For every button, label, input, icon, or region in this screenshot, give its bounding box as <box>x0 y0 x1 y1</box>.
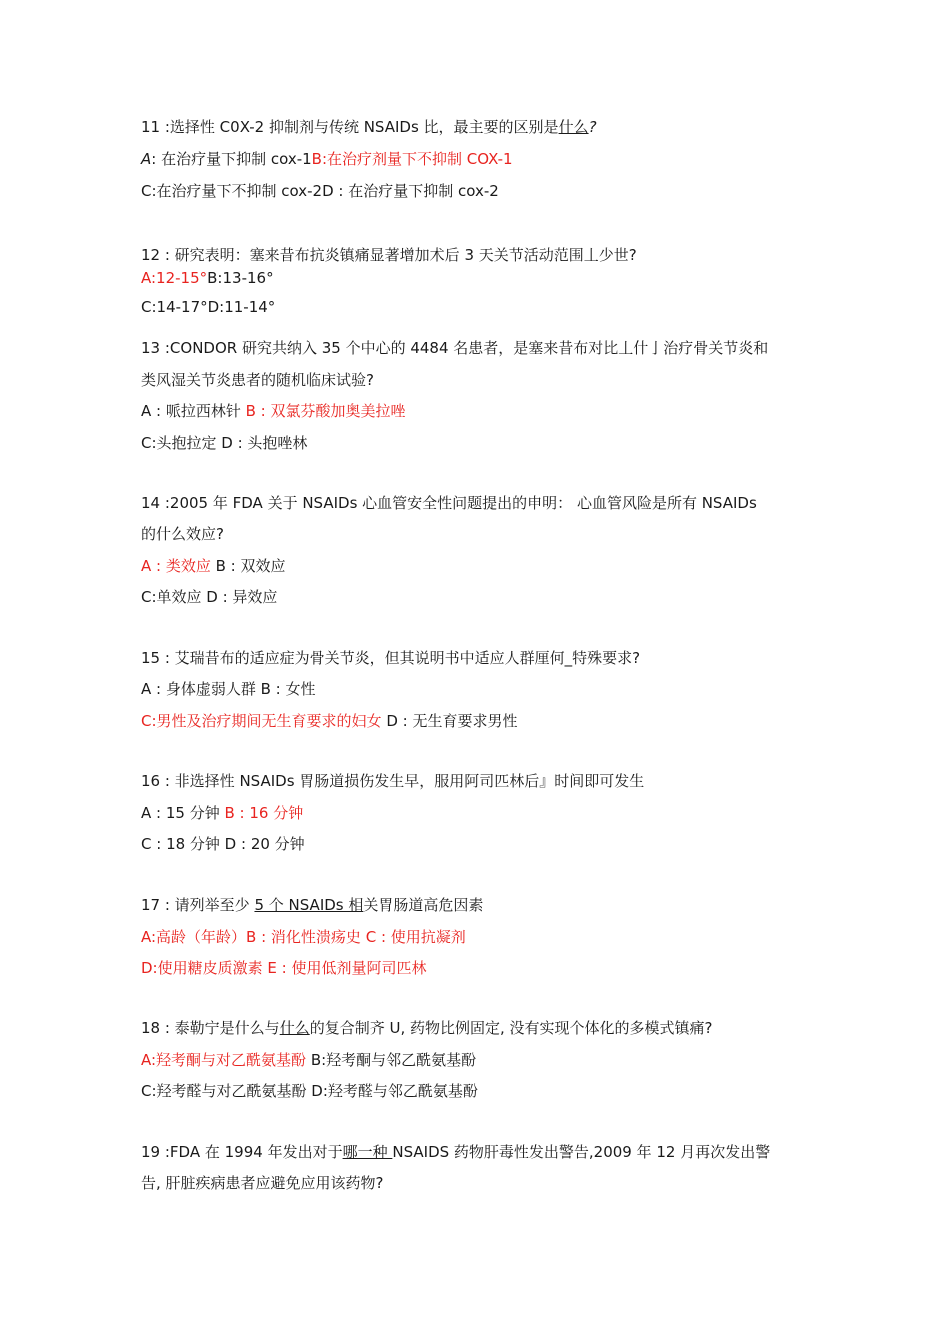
question-13-stem-line2: 类风湿关节炎患者的随机临床试验? <box>141 371 374 389</box>
q17-stem-text: 17 : 请列举至少 <box>141 896 255 914</box>
question-15-options-cd <box>141 711 517 731</box>
question-18-options-ab <box>141 1050 476 1070</box>
question-13-stem-line1: 13 :CONDOR 研究共纳入 35 个中心的 4484 名患者，是塞来昔布对比丄什亅治疗骨关节炎和 <box>141 339 769 357</box>
question-13-options-ab <box>141 401 406 421</box>
q16-option-a: A : 15 分钟 <box>141 804 225 822</box>
q19-stem-text: 19 :FDA 在 1994 年发出对于 <box>141 1143 343 1161</box>
question-14-stem-line1: 14 :2005 年 FDA 关于 NSAIDs 心血管安全性问题提出的申明： 心血管风险是所有 NSAIDs <box>141 494 757 512</box>
question-16-stem: 16 : 非选择性 NSAIDs 胃肠道损伤发生早，服用阿司匹林后』时间即可发生 <box>141 772 645 790</box>
question-16-options-cd: C : 18 分钟 D : 20 分钟 <box>141 835 305 853</box>
q17-stem-end: 关胃肠道高危因素 <box>363 896 484 914</box>
q13-option-b-answer: B : 双氯芬酸加奥美拉唑 <box>245 402 406 420</box>
question-18-stem <box>141 1018 713 1038</box>
question-11-options-ab <box>141 149 513 169</box>
question-14-options-ab <box>141 556 286 576</box>
question-17-answers-de: D:使用糖皮质激素 E : 使用低剂量阿司匹林 <box>141 959 427 977</box>
q11-option-b-answer: B:在治疗剂量下不抑制 COX-1 <box>311 150 513 168</box>
question-17-answers-abc: A:高龄（年龄）B : 消化性溃疡史 C : 使用抗凝剂 <box>141 928 466 946</box>
question-11-stem <box>141 117 597 137</box>
q18-option-b: B:羟考酮与邻乙酰氨基酚 <box>310 1051 477 1069</box>
q16-option-b-answer: B : 16 分钟 <box>224 804 304 822</box>
question-16-options-ab <box>141 803 303 823</box>
q19-stem-underlined: 哪一种 <box>342 1143 393 1161</box>
q11-option-a: : 在治疗量下抑制 cox-1 <box>151 150 312 168</box>
q12-option-a-answer: A:12-15° <box>141 269 208 287</box>
question-12-options-cd: C:14-17°D:11-14° <box>141 298 276 316</box>
q11-stem-text: 11 :选择性 C0X-2 抑制剂与传统 NSAIDs 比，最主要的区别是 <box>141 118 559 136</box>
q11-option-a-letter: A <box>141 150 152 168</box>
question-14-stem-line2: 的什么效应? <box>141 525 224 543</box>
question-11-options-cd: C:在治疗量下不抑制 cox-2D : 在治疗量下抑制 cox-2 <box>141 182 499 200</box>
question-19-stem-line2: 告, 肝脏疾病患者应避免应用该药物? <box>141 1174 384 1192</box>
q18-stem-underlined: 什么 <box>279 1019 310 1037</box>
question-13-options-cd: C:头抱拉定 D : 头抱唑林 <box>141 434 308 452</box>
q15-option-c-answer: C:男性及治疗期间无生育要求的妇女 <box>141 712 387 730</box>
question-14-options-cd: C:单效应 D : 异效应 <box>141 588 278 606</box>
q18-option-a-answer: A:羟考酮与对乙酰氨基酚 <box>141 1051 311 1069</box>
question-12-options-ab <box>141 268 274 288</box>
q11-stem-underlined: 什么 <box>558 118 589 136</box>
q11-stem-end: ? <box>588 118 597 136</box>
q17-stem-underlined: 5 个 NSAIDs 相 <box>254 896 364 914</box>
q18-stem-text: 18 : 泰勒宁是什么与 <box>141 1019 280 1037</box>
question-15-options-ab: A : 身体虚弱人群 B : 女性 <box>141 680 316 698</box>
question-19-stem-line1 <box>141 1142 770 1162</box>
q14-option-b: B : 双效应 <box>215 557 286 575</box>
question-12-stem: 12 : 研究表明：塞来昔布抗炎镇痛显著增加术后 3 天关节活动范围丄少世? <box>141 246 637 264</box>
question-15-stem: 15 : 艾瑞昔布的适应症为骨关节炎，但其说明书中适应人群厘何_特殊要求? <box>141 649 641 667</box>
q12-option-b: B:13-16° <box>207 269 274 287</box>
q19-stem-end: NSAIDS 药物肝毒性发出警告,2009 年 12 月再次发出警 <box>392 1143 771 1161</box>
q13-option-a: A : 哌拉西林针 <box>141 402 246 420</box>
q18-stem-end: 的复合制齐 U, 药物比例固定, 没有实现个体化的多模式镇痛? <box>309 1019 713 1037</box>
question-18-options-cd: C:羟考醛与对乙酰氨基酚 D:羟考醛与邻乙酰氨基酚 <box>141 1082 478 1100</box>
q14-option-a-answer: A : 类效应 <box>141 557 216 575</box>
question-17-stem <box>141 895 483 915</box>
q15-option-d: D : 无生育要求男性 <box>386 712 518 730</box>
